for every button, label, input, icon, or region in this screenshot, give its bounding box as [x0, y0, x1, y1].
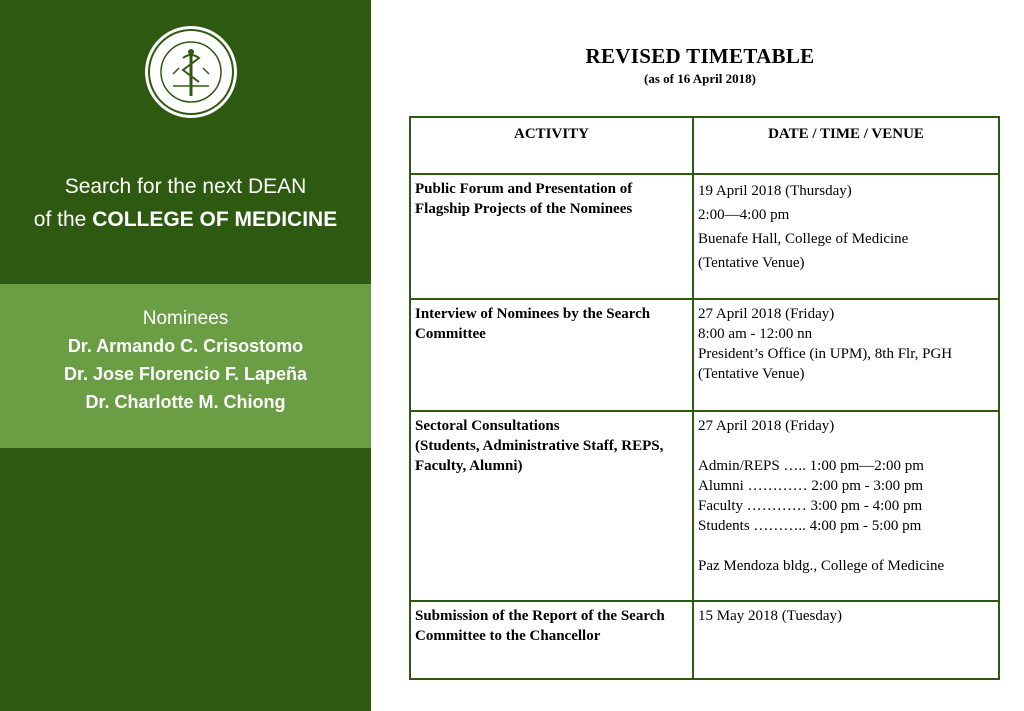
nominee-name: Dr. Jose Florencio F. Lapeña [63, 364, 308, 384]
schedule-note: (Tentative Venue) [698, 366, 805, 382]
headline-prefix: of the [33, 208, 93, 231]
schedule-slot: Students ……….. 4:00 pm - 5:00 pm [698, 518, 922, 534]
schedule-date: 27 April 2018 (Friday) [698, 418, 835, 434]
schedule-time: 8:00 am - 12:00 nn [698, 326, 813, 342]
schedule-cell [693, 601, 999, 679]
activity-cell: Submission of the Report of the Search Committee to the Chancellor [410, 601, 693, 679]
page-subtitle: (as of 16 April 2018) [644, 71, 756, 86]
schedule-venue: Paz Mendoza bldg., College of Medicine [698, 558, 945, 574]
activity-cell [410, 411, 693, 601]
schedule-date: 27 April 2018 (Friday) [698, 306, 835, 322]
table-header-row [410, 117, 999, 174]
header-activity: ACTIVITY [410, 117, 693, 174]
schedule-note: (Tentative Venue) [698, 255, 805, 271]
table-row [410, 174, 999, 299]
headline-line-1: Search for the next DEAN [64, 175, 307, 198]
schedule-cell [693, 174, 999, 299]
table-row [410, 411, 999, 601]
table-row [410, 601, 999, 679]
activity-subtitle: (Students, Administrative Staff, REPS, Faculty, Alumni) [415, 438, 664, 474]
schedule-date: 19 April 2018 (Thursday) [698, 183, 852, 199]
schedule-time: 2:00—4:00 pm [698, 207, 790, 223]
schedule-slot: Alumni ………… 2:00 pm - 3:00 pm [698, 478, 923, 494]
schedule-cell [693, 299, 999, 411]
page-title: REVISED TIMETABLE [585, 44, 815, 68]
schedule-date: 15 May 2018 (Tuesday) [698, 608, 843, 624]
activity-cell: Interview of Nominees by the Search Committee [410, 299, 693, 411]
timetable [409, 116, 1000, 680]
nominees-panel [0, 284, 371, 448]
schedule-cell [693, 411, 999, 601]
schedule-venue: President’s Office (in UPM), 8th Flr, PGH [698, 346, 953, 362]
headline-line-2 [0, 203, 371, 236]
headline-college: COLLEGE OF MEDICINE [92, 208, 338, 231]
header-date-time-venue: DATE / TIME / VENUE [693, 117, 999, 174]
schedule-slot: Admin/REPS ….. 1:00 pm—2:00 pm [698, 458, 924, 474]
activity-title: Sectoral Consultations [415, 418, 560, 434]
activity-cell: Public Forum and Presentation of Flagship Projects of the Nominees [410, 174, 693, 299]
nominee-name: Dr. Charlotte M. Chiong [85, 392, 286, 412]
search-headline [0, 170, 371, 236]
sidebar [0, 0, 371, 711]
schedule-slot: Faculty ………… 3:00 pm - 4:00 pm [698, 498, 923, 514]
nominee-name: Dr. Armando C. Crisostomo [67, 336, 304, 356]
table-row [410, 299, 999, 411]
nominees-label: Nominees [142, 308, 229, 329]
schedule-venue: Buenafe Hall, College of Medicine [698, 231, 909, 247]
college-seal-logo [143, 24, 239, 120]
